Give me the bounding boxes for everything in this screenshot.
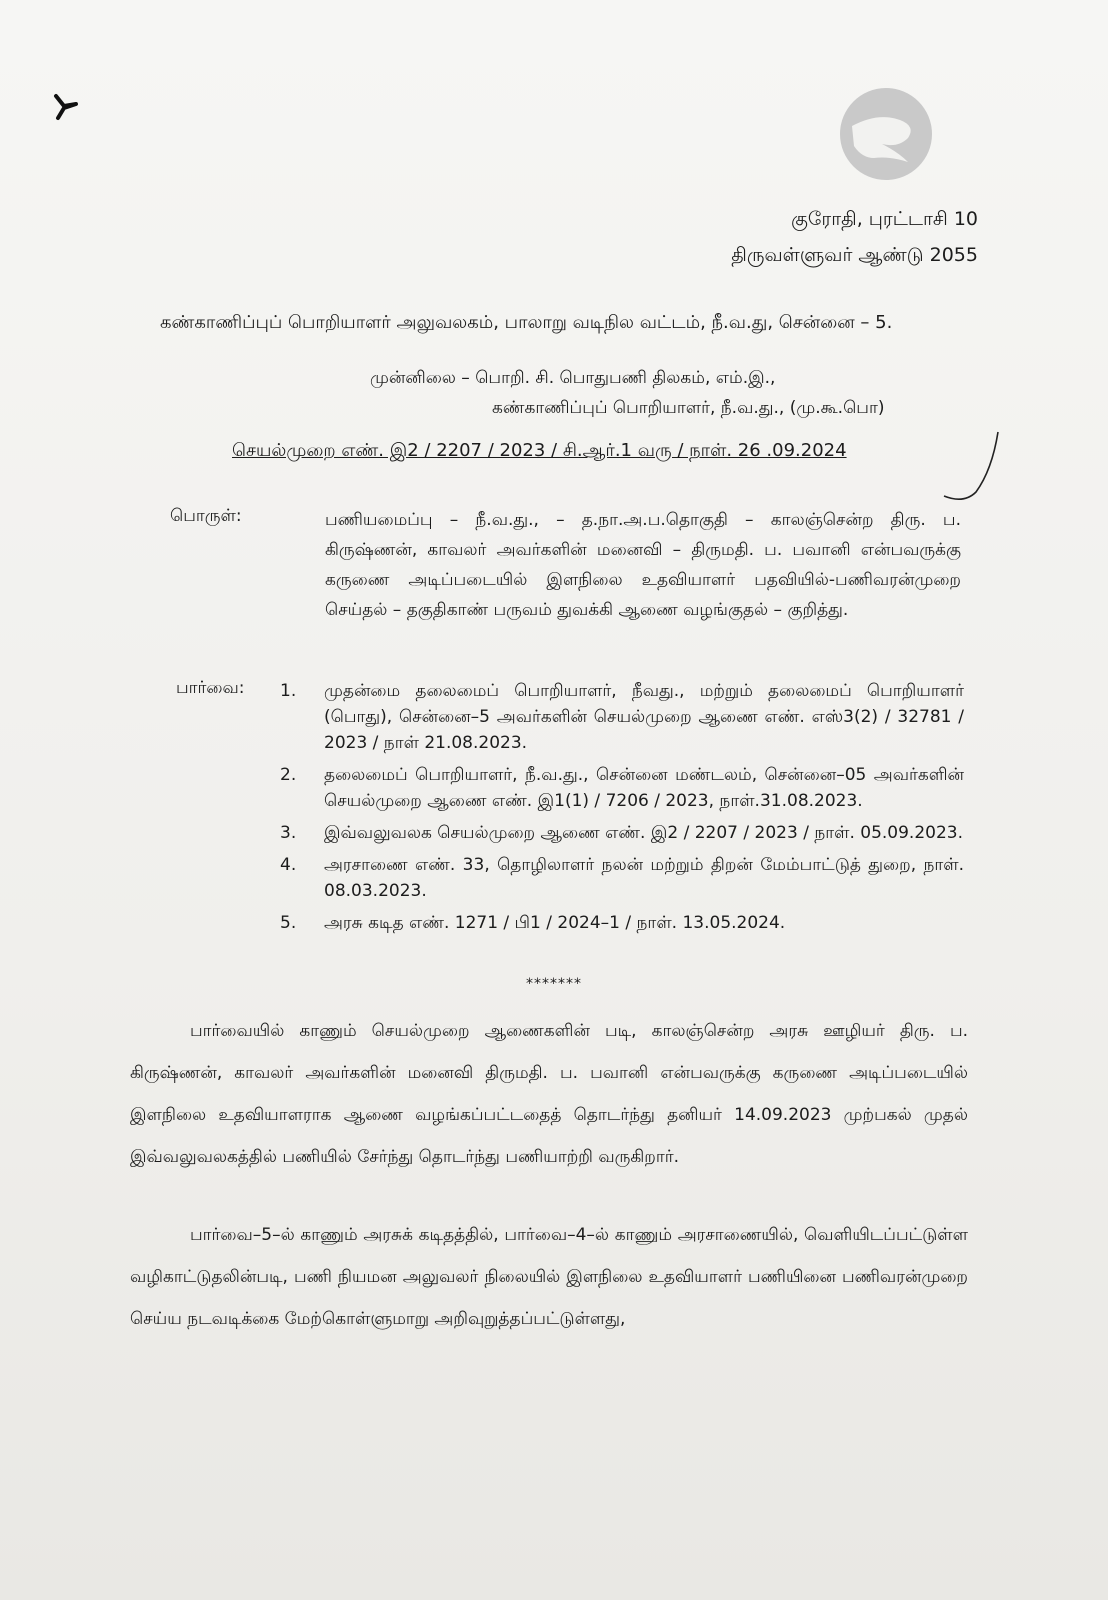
reference-item <box>280 852 964 904</box>
pen-mark-icon <box>50 92 90 122</box>
presence-block <box>370 363 884 423</box>
presence-line-2: கண்காணிப்புப் பொறியாளர், நீ.வ.து., (மு.கூ.பொ) <box>492 398 885 418</box>
separator: ******* <box>526 976 582 992</box>
subject-label: பொருள்: <box>170 506 242 526</box>
reference-text: அரசாணை எண். 33, தொழிலாளர் நலன் மற்றும் திறன் மேம்பாட்டுத் துறை, நாள். 08.03.2023. <box>324 855 964 901</box>
body-paragraph-1: பார்வையில் காணும் செயல்முறை ஆணைகளின் படி, காலஞ்சென்ற அரசு ஊழியர் திரு. ப. கிருஷ்ணன், காவலர் அவர்களின் மனைவி திருமதி. ப. பவானி என்பவருக்கு கருணை அடிப்படையில் இளநிலை உதவியாளராக ஆணை வழங்கப்பட்டதைத் தொடர்ந்து தனியர் 14.09.2023 முற்பகல் முதல் இவ்வலுவலகத்தில் பணியில் சேர்ந்து தொடர்ந்து பணியாற்றி வருகிறார். <box>130 1021 968 1167</box>
reference-number: 3. <box>280 823 297 843</box>
reference-text: அரசு கடித எண். 1271 / பி1 / 2024–1 / நாள். 13.05.2024. <box>324 913 786 933</box>
reference-item <box>280 762 964 814</box>
subject-text: பணியமைப்பு – நீ.வ.து., – த.நா.அ.ப.தொகுதி – காலஞ்சென்ற திரு. ப. கிருஷ்ணன், காவலர் அவர்களின் மனைவி – திருமதி. ப. பவானி என்பவருக்கு கருணை அடிப்படையில் இளநிலை உதவியாளர் பதவியில்-பணிவரன்முறை செய்தல் – தகுதிகாண் பருவம் துவக்கி ஆணை வழங்குதல் – குறித்து. <box>325 510 961 620</box>
reference-text: முதன்மை தலைமைப் பொறியாளர், நீவது., மற்றும் தலைமைப் பொறியாளர் (பொது), சென்னை–5 அவர்களின் செயல்முறை ஆணை எண். எஸ்3(2) / 32781 / 2023 / நாள் 21.08.2023. <box>324 681 964 753</box>
reference-text: இவ்வலுவலக செயல்முறை ஆணை எண். இ2 / 2207 / 2023 / நாள். 05.09.2023. <box>324 823 964 843</box>
reference-number: 4. <box>280 855 297 875</box>
references-list <box>280 678 964 942</box>
reference-number: 2. <box>280 765 297 785</box>
reference-number: 5. <box>280 913 297 933</box>
reference-text: தலைமைப் பொறியாளர், நீ.வ.து., சென்னை மண்டலம், சென்னை–05 அவர்களின் செயல்முறை ஆணை எண். இ1(1) / 7206 / 2023, நாள்.31.08.2023. <box>324 765 964 811</box>
references-label: பார்வை: <box>176 678 245 698</box>
thiruvalluvar-year: திருவள்ளுவர் ஆண்டு 2055 <box>731 244 978 266</box>
reference-item <box>280 820 964 846</box>
tamil-date: குரோதி, புரட்டாசி 10 <box>791 208 978 230</box>
reference-item <box>280 910 964 936</box>
government-emblem-watermark <box>838 86 934 182</box>
body-paragraph-2: பார்வை–5–ல் காணும் அரசுக் கடிதத்தில், பார்வை–4–ல் காணும் அரசாணையில், வெளியிடப்பட்டுள்ள வழிகாட்டுதலின்படி, பணி நியமன அலுவலர் நிலையில் இளநிலை உதவியாளர் பணியினை பணிவரன்முறை செய்ய நடவடிக்கை மேற்கொள்ளுமாறு அறிவுறுத்தப்பட்டுள்ளது, <box>130 1225 968 1329</box>
reference-item <box>280 678 964 756</box>
proceeding-number: செயல்முறை எண். இ2 / 2207 / 2023 / சி.ஆர்.1 வரு / நாள். 26 .09.2024 <box>232 440 847 461</box>
presence-line-1: முன்னிலை – பொறி. சி. பொதுபணி திலகம், எம்.இ., <box>370 368 776 388</box>
reference-number: 1. <box>280 681 297 701</box>
office-address: கண்காணிப்புப் பொறியாளர் அலுவலகம், பாலாறு வடிநில வட்டம், நீ.வ.து, சென்னை – 5. <box>160 312 893 333</box>
